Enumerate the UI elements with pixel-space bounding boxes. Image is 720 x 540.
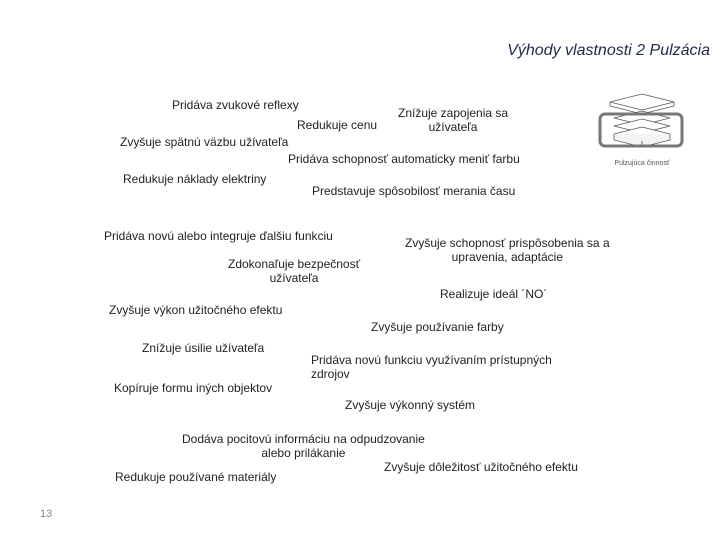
slide-title: Výhody vlastnosti 2 Pulzácia	[507, 42, 710, 59]
benefit-item: Realizuje ideál ´NO´	[440, 287, 548, 301]
benefit-item: Zvyšuje schopnosť prispôsobenia sa a upravenia, adaptácie	[405, 236, 610, 264]
page-number: 13	[40, 508, 53, 520]
benefit-item: Znížuje zapojenia sa užívateľa	[398, 106, 509, 134]
benefit-item: Pridáva schopnosť automaticky meniť farbu	[288, 152, 520, 166]
benefit-item: Redukuje cenu	[297, 118, 378, 132]
benefit-item: Pridáva novú alebo integruje ďalšiu funkciu	[104, 229, 333, 243]
logo-caption: Pulzujúca činnosť	[614, 160, 670, 167]
benefit-item: Pridáva novú funkciu využívaním prístupných zdrojov	[311, 353, 552, 381]
benefit-item: Znížuje úsilie užívateľa	[142, 341, 265, 355]
benefit-item: Pridáva zvukové reflexy	[172, 98, 299, 112]
benefit-item: Zvyšuje dôležitosť užitočného efektu	[384, 460, 578, 474]
benefit-item: Zvyšuje výkon užitočného efektu	[109, 303, 283, 317]
benefit-item: Zvyšuje spätnú väzbu užívateľa	[120, 135, 289, 149]
benefit-item: Zvyšuje výkonný systém	[345, 398, 476, 412]
benefit-item: Zvyšuje používanie farby	[371, 320, 504, 334]
benefit-item: Predstavuje spôsobilosť merania času	[312, 184, 516, 198]
benefit-item: Dodáva pocitovú informáciu na odpudzovanie alebo prilákanie	[182, 432, 425, 460]
benefit-item: Kopíruje formu iných objektov	[114, 381, 273, 395]
benefit-item: Zdokonaľuje bezpečnosť užívateľa	[228, 257, 361, 285]
benefit-item: Redukuje používané materiály	[115, 470, 277, 484]
benefit-item: Redukuje náklady elektriny	[123, 172, 267, 186]
